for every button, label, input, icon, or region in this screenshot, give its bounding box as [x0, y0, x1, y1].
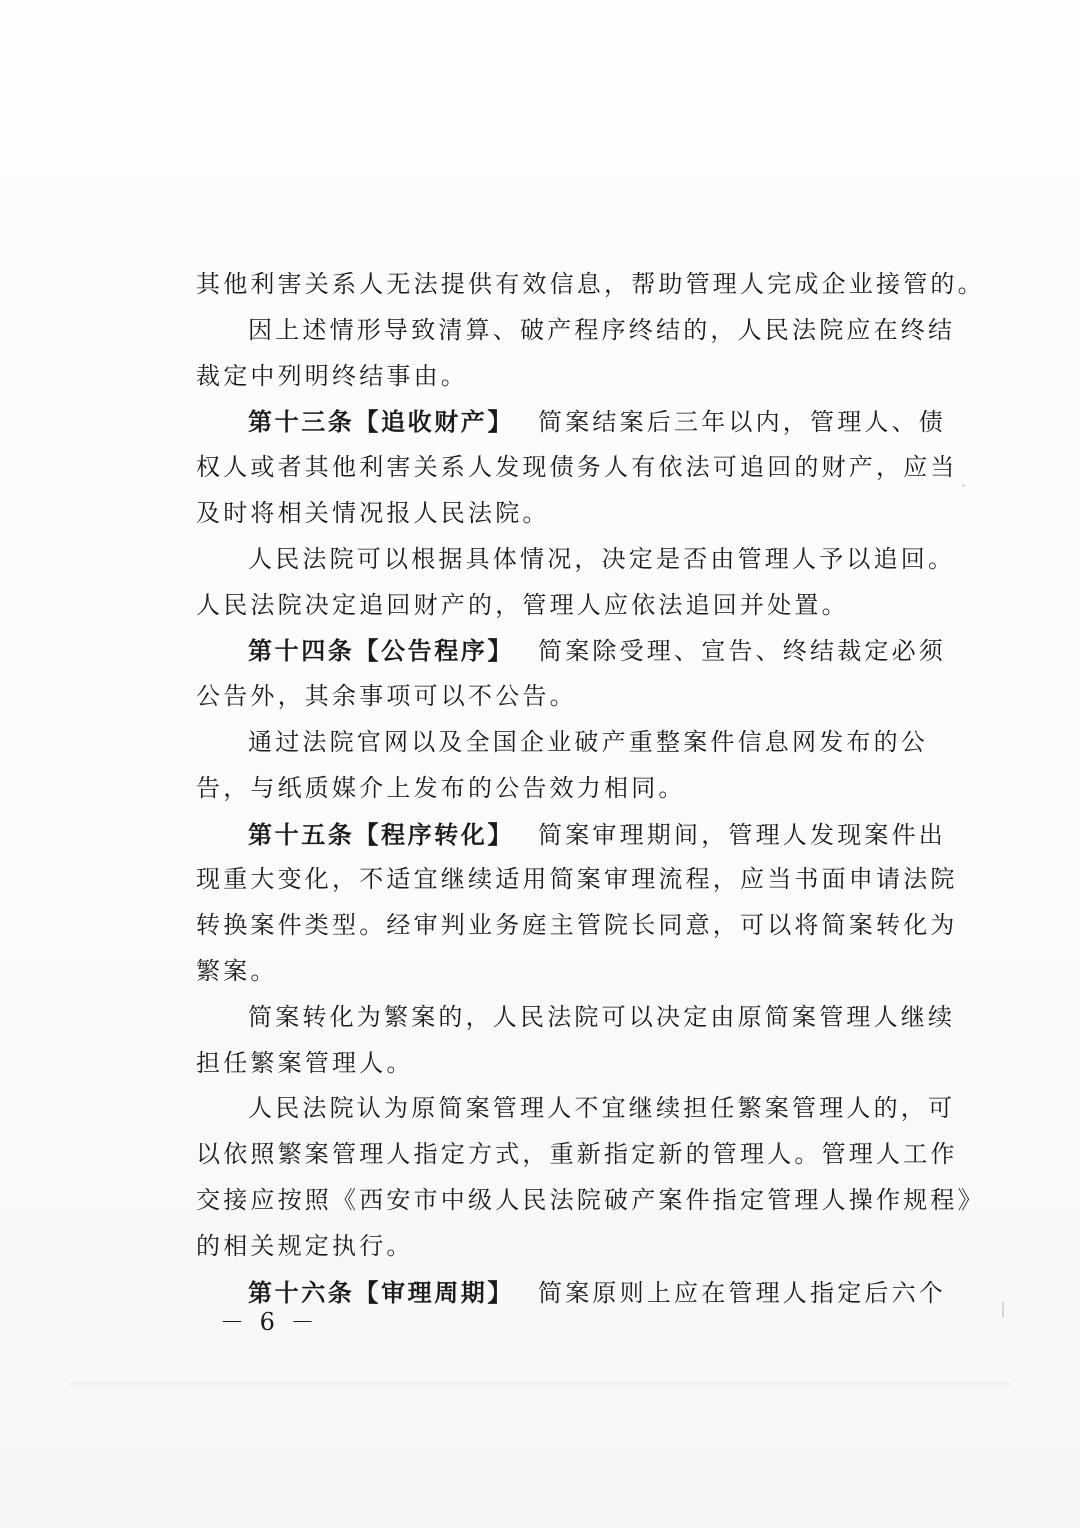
article-text: 简案审理期间，管理人发现案件出 — [538, 820, 946, 849]
text-line: 因上述情形导致清算、破产程序终结的，人民法院应在终结 — [248, 315, 956, 344]
text-line: 人民法院可以根据具体情况，决定是否由管理人予以追回。 — [248, 544, 956, 573]
text-line: 交接应按照《西安市中级人民法院破产案件指定管理人操作规程》 — [196, 1185, 985, 1214]
article-heading: 第十五条【程序转化】 — [248, 819, 514, 849]
text-line: 权人或者其他利害关系人发现债务人有依法可追回的财产，应当 — [196, 453, 958, 482]
scan-speck — [1002, 1302, 1004, 1318]
article-heading: 第十四条【公告程序】 — [248, 636, 514, 666]
article-heading: 第十六条【审理周期】 — [248, 1277, 514, 1307]
document-body — [196, 262, 985, 1315]
article-15-line — [196, 812, 946, 858]
text-line: 繁案。 — [196, 956, 278, 985]
text-line: 及时将相关情况报人民法院。 — [196, 498, 550, 527]
article-text: 简案除受理、宣告、终结裁定必须 — [538, 637, 946, 666]
text-line: 以依照繁案管理人指定方式，重新指定新的管理人。管理人工作 — [196, 1140, 958, 1169]
article-heading: 第十三条【追收财产】 — [248, 407, 514, 437]
text-line: 其他利害关系人无法提供有效信息，帮助管理人完成企业接管的。 — [196, 270, 985, 298]
text-line: 人民法院决定追回财产的，管理人应依法追回并处置。 — [196, 590, 849, 619]
article-13-line — [196, 399, 946, 445]
text-line: 人民法院认为原简案管理人不宜继续担任繁案管理人的，可 — [248, 1094, 956, 1123]
text-line: 简案转化为繁案的，人民法院可以决定由原简案管理人继续 — [248, 1002, 956, 1031]
page-number: － 6 － — [220, 1308, 319, 1336]
article-text: 简案原则上应在管理人指定后六个 — [538, 1278, 946, 1307]
text-line: 的相关规定执行。 — [196, 1231, 414, 1260]
text-line: 转换案件类型。经审判业务庭主管院长同意，可以将简案转化为 — [196, 911, 958, 940]
text-line: 公告外，其余事项可以不公告。 — [196, 682, 577, 711]
text-line: 告，与纸质媒介上发布的公告效力相同。 — [196, 773, 686, 802]
scan-speck — [962, 484, 965, 487]
text-line: 现重大变化，不适宜继续适用简案审理流程，应当书面申请法院 — [196, 865, 958, 894]
text-line: 担任繁案管理人。 — [196, 1048, 414, 1077]
text-line: 裁定中列明终结事由。 — [196, 361, 468, 390]
text-line: 通过法院官网以及全国企业破产重整案件信息网发布的公 — [248, 727, 928, 756]
article-14-line — [196, 628, 946, 674]
article-text: 简案结案后三年以内，管理人、债 — [538, 408, 946, 437]
page-bottom-edge — [70, 1382, 1010, 1388]
